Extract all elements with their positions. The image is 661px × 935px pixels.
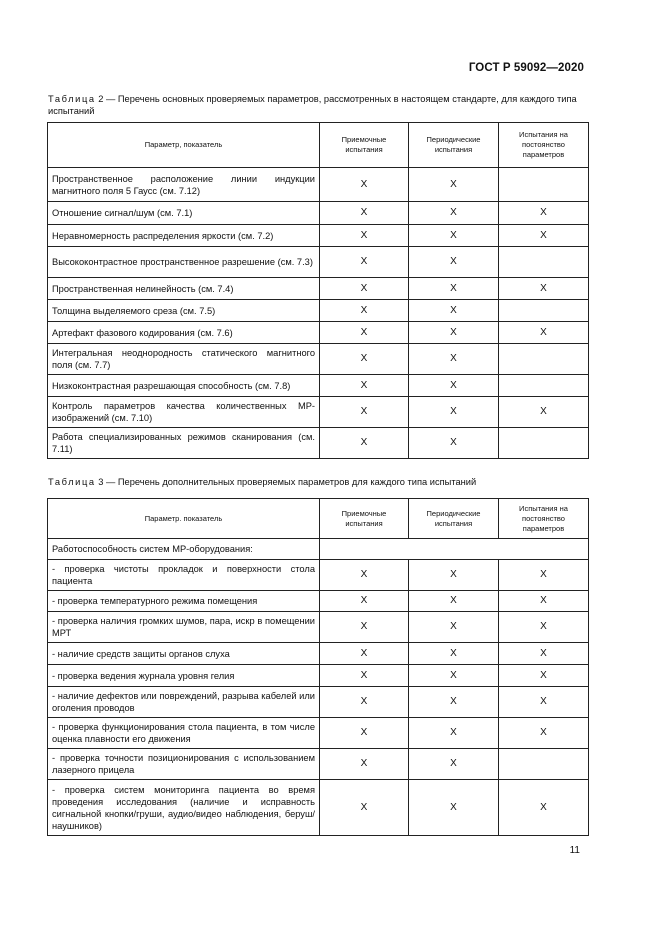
periodic-cell: X (409, 665, 499, 687)
table-row (48, 643, 589, 665)
table-row (48, 560, 589, 591)
table3-header-row (48, 499, 589, 539)
periodic-cell: X (409, 322, 499, 344)
acceptance-cell: X (320, 225, 409, 247)
param-cell: Пространственное расположение линии индукции магнитного поля 5 Гаусс (см. 7.12) (48, 168, 320, 202)
constancy-cell (499, 247, 589, 278)
table3-col-constancy: Испытания на постоянство параметров (499, 499, 589, 539)
constancy-cell (499, 168, 589, 202)
acceptance-cell: X (320, 665, 409, 687)
table-row (48, 344, 589, 375)
table3-col-param: Параметр. показатель (48, 499, 320, 539)
table-row (48, 718, 589, 749)
table-row (48, 612, 589, 643)
param-cell: - проверка наличия громких шумов, пара, искр в помещении МРТ (48, 612, 320, 643)
acceptance-cell: X (320, 612, 409, 643)
table2-col-param: Параметр, показатель (48, 123, 320, 168)
constancy-cell: X (499, 780, 589, 836)
param-cell: Артефакт фазового кодирования (см. 7.6) (48, 322, 320, 344)
constancy-cell: X (499, 560, 589, 591)
param-cell: Контроль параметров качества количественных МР-изображений (см. 7.10) (48, 397, 320, 428)
param-cell: - проверка ведения журнала уровня гелия (48, 665, 320, 687)
acceptance-cell: X (320, 168, 409, 202)
periodic-cell: X (409, 202, 499, 225)
table-row (48, 397, 589, 428)
table2-header-row (48, 123, 589, 168)
periodic-cell: X (409, 247, 499, 278)
acceptance-cell: X (320, 560, 409, 591)
table-row (48, 202, 589, 225)
table2-caption (48, 93, 588, 117)
table-row (48, 428, 589, 459)
constancy-cell: X (499, 278, 589, 300)
param-cell: Работа специализированных режимов сканирования (см. 7.11) (48, 428, 320, 459)
table3-caption-word: Таблица (48, 477, 96, 487)
table-row (48, 375, 589, 397)
constancy-cell: X (499, 643, 589, 665)
periodic-cell: X (409, 397, 499, 428)
table3-section-empty (320, 539, 589, 560)
param-cell: - проверка систем мониторинга пациента во время проведения исследования (наличие и исправность сигнальной кнопки/груши, аудио/видео наблюдения, беруш/наушников) (48, 780, 320, 836)
param-cell: Пространственная нелинейность (см. 7.4) (48, 278, 320, 300)
periodic-cell: X (409, 687, 499, 718)
constancy-cell: X (499, 718, 589, 749)
table3-caption-text: 3 — Перечень дополнительных проверяемых параметров для каждого типа испытаний (95, 477, 477, 487)
acceptance-cell: X (320, 643, 409, 665)
periodic-cell: X (409, 643, 499, 665)
periodic-cell: X (409, 428, 499, 459)
param-cell: - наличие дефектов или повреждений, разрыва кабелей или оголения проводов (48, 687, 320, 718)
acceptance-cell: X (320, 397, 409, 428)
table-row (48, 225, 589, 247)
table3-caption (48, 476, 588, 488)
constancy-cell: X (499, 665, 589, 687)
acceptance-cell: X (320, 247, 409, 278)
table-row (48, 780, 589, 836)
constancy-cell (499, 344, 589, 375)
param-cell: - проверка температурного режима помещения (48, 591, 320, 612)
table-row (48, 300, 589, 322)
table2-caption-word: Таблица (48, 94, 96, 104)
table2-col-periodic: Периодические испытания (409, 123, 499, 168)
periodic-cell: X (409, 591, 499, 612)
constancy-cell: X (499, 591, 589, 612)
table-row (48, 665, 589, 687)
constancy-cell: X (499, 612, 589, 643)
param-cell: Интегральная неоднородность статического магнитного поля (см. 7.7) (48, 344, 320, 375)
acceptance-cell: X (320, 202, 409, 225)
table-row (48, 322, 589, 344)
param-cell: Высококонтрастное пространственное разрешение (см. 7.3) (48, 247, 320, 278)
table-row (48, 687, 589, 718)
table2-caption-text: 2 — Перечень основных проверяемых параметров, рассмотренных в настоящем стандарте, для каждого типа испытаний (48, 94, 577, 116)
table3-section-label: Работоспособность систем МР-оборудования: (48, 539, 320, 560)
table3-col-acceptance: Приемочные испытания (320, 499, 409, 539)
param-cell: Низкоконтрастная разрешающая способность (см. 7.8) (48, 375, 320, 397)
page-number: 11 (569, 845, 580, 856)
constancy-cell: X (499, 225, 589, 247)
table3-col-periodic: Периодические испытания (409, 499, 499, 539)
periodic-cell: X (409, 225, 499, 247)
table-row (48, 591, 589, 612)
constancy-cell: X (499, 202, 589, 225)
acceptance-cell: X (320, 749, 409, 780)
periodic-cell: X (409, 300, 499, 322)
periodic-cell: X (409, 718, 499, 749)
acceptance-cell: X (320, 428, 409, 459)
acceptance-cell: X (320, 278, 409, 300)
table3 (47, 498, 589, 836)
param-cell: Отношение сигнал/шум (см. 7.1) (48, 202, 320, 225)
param-cell: Толщина выделяемого среза (см. 7.5) (48, 300, 320, 322)
table2-col-acceptance: Приемочные испытания (320, 123, 409, 168)
acceptance-cell: X (320, 344, 409, 375)
table-row (48, 168, 589, 202)
acceptance-cell: X (320, 300, 409, 322)
param-cell: - проверка точности позиционирования с использованием лазерного прицела (48, 749, 320, 780)
standard-number: ГОСТ Р 59092—2020 (468, 62, 584, 74)
table-row (48, 278, 589, 300)
periodic-cell: X (409, 278, 499, 300)
periodic-cell: X (409, 612, 499, 643)
periodic-cell: X (409, 168, 499, 202)
table2-col-constancy: Испытания на постоянство параметров (499, 123, 589, 168)
periodic-cell: X (409, 749, 499, 780)
constancy-cell: X (499, 322, 589, 344)
periodic-cell: X (409, 375, 499, 397)
constancy-cell: X (499, 687, 589, 718)
constancy-cell (499, 428, 589, 459)
constancy-cell (499, 300, 589, 322)
acceptance-cell: X (320, 718, 409, 749)
acceptance-cell: X (320, 591, 409, 612)
acceptance-cell: X (320, 687, 409, 718)
acceptance-cell: X (320, 322, 409, 344)
param-cell: Неравномерность распределения яркости (см. 7.2) (48, 225, 320, 247)
periodic-cell: X (409, 344, 499, 375)
acceptance-cell: X (320, 780, 409, 836)
constancy-cell (499, 749, 589, 780)
constancy-cell (499, 375, 589, 397)
constancy-cell: X (499, 397, 589, 428)
param-cell: - проверка чистоты прокладок и поверхности стола пациента (48, 560, 320, 591)
table3-section-row (48, 539, 589, 560)
param-cell: - наличие средств защиты органов слуха (48, 643, 320, 665)
table-row (48, 749, 589, 780)
param-cell: - проверка функционирования стола пациента, в том числе оценка плавности его движения (48, 718, 320, 749)
table2 (47, 122, 589, 459)
table-row (48, 247, 589, 278)
periodic-cell: X (409, 560, 499, 591)
periodic-cell: X (409, 780, 499, 836)
acceptance-cell: X (320, 375, 409, 397)
